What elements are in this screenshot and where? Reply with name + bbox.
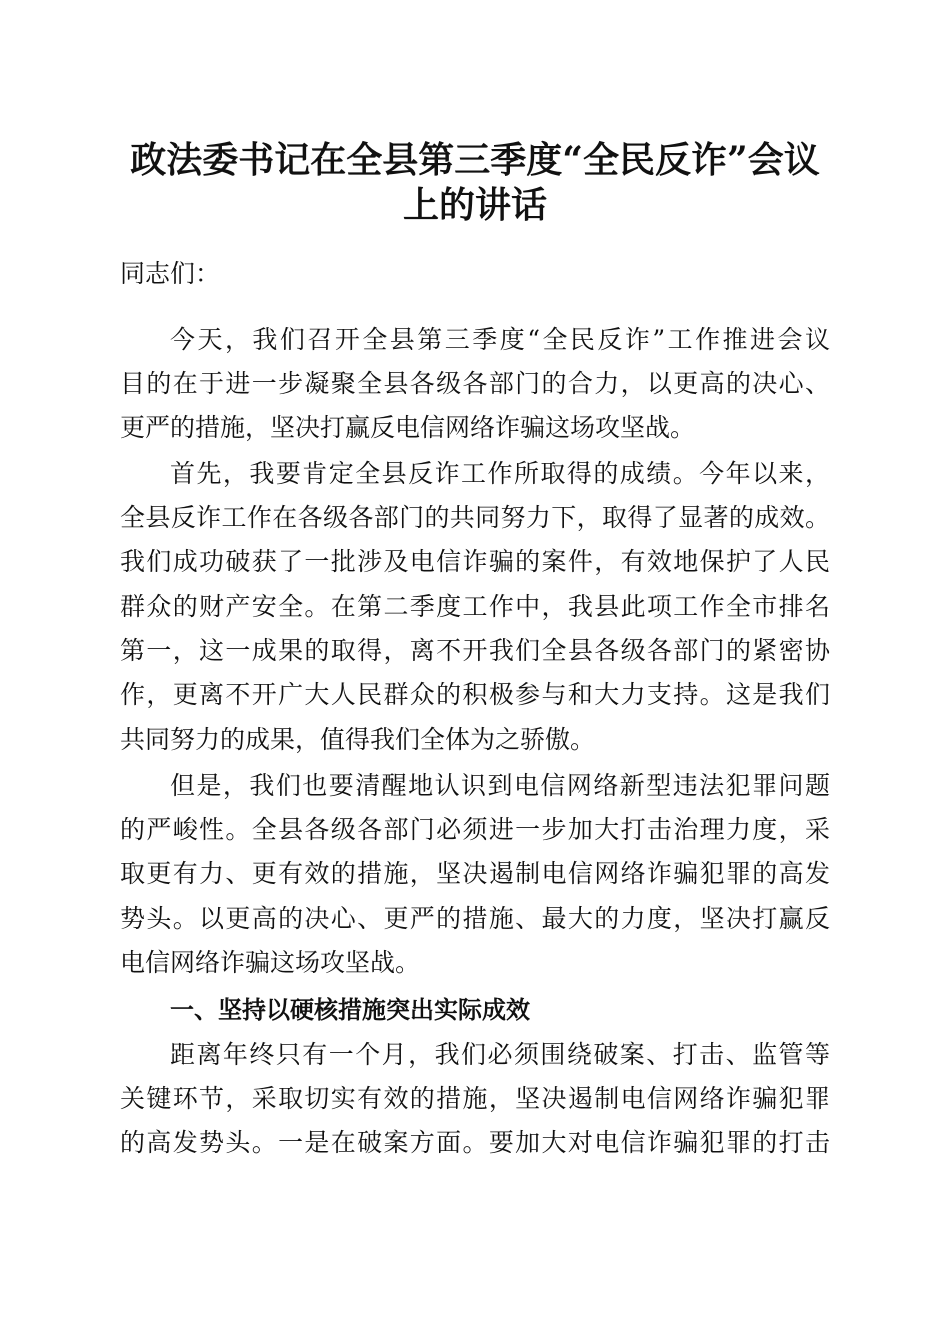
title-line-2: 上的讲话 (402, 184, 547, 226)
paragraph-3-line-3: 取更有力、更有效的措施，坚决遏制电信网络诈骗犯罪的高发 (120, 859, 830, 888)
paragraph-3-line-1: 但是，我们也要清醒地认识到电信网络新型违法犯罪问题 (170, 771, 830, 800)
paragraph-2-line-7: 共同努力的成果，值得我们全体为之骄傲。 (120, 725, 596, 754)
paragraph-1-line-1: 今天，我们召开全县第三季度“全民反诈”工作推进会议 (170, 325, 830, 354)
paragraph-2-line-3: 我们成功破获了一批涉及电信诈骗的案件，有效地保护了人民 (120, 547, 830, 576)
paragraph-4-line-2: 关键环节，采取切实有效的措施，坚决遏制电信网络诈骗犯罪 (120, 1084, 830, 1113)
paragraph-2-line-1: 首先，我要肯定全县反诈工作所取得的成绩。今年以来， (170, 459, 830, 488)
paragraph-1-line-3: 更严的措施，坚决打赢反电信网络诈骗这场攻坚战。 (120, 413, 696, 442)
paragraph-4-line-1: 距离年终只有一个月，我们必须围绕破案、打击、监管等 (170, 1040, 830, 1069)
title-line-1: 政法委书记在全县第三季度“全民反诈”会议 (130, 139, 820, 181)
paragraph-3-line-4: 势头。以更高的决心、更严的措施、最大的力度，坚决打赢反 (120, 904, 830, 933)
paragraph-2-line-2: 全县反诈工作在各级各部门的共同努力下，取得了显著的成效。 (120, 503, 830, 532)
paragraph-1-line-2: 目的在于进一步凝聚全县各级各部门的合力，以更高的决心、 (120, 369, 830, 398)
paragraph-2-line-6: 作，更离不开广大人民群众的积极参与和大力支持。这是我们 (120, 680, 830, 709)
greeting: 同志们： (120, 259, 221, 288)
section-heading-1: 一、坚持以硬核措施突出实际成效 (170, 996, 530, 1024)
paragraph-3-line-5: 电信网络诈骗这场攻坚战。 (120, 948, 421, 977)
paragraph-2-line-5: 第一，这一成果的取得，离不开我们全县各级各部门的紧密协 (120, 636, 830, 665)
paragraph-4-line-3: 的高发势头。一是在破案方面。要加大对电信诈骗犯罪的打击 (120, 1128, 830, 1157)
paragraph-2-line-4: 群众的财产安全。在第二季度工作中，我县此项工作全市排名 (120, 592, 830, 621)
paragraph-3-line-2: 的严峻性。全县各级各部门必须进一步加大打击治理力度，采 (120, 815, 830, 844)
